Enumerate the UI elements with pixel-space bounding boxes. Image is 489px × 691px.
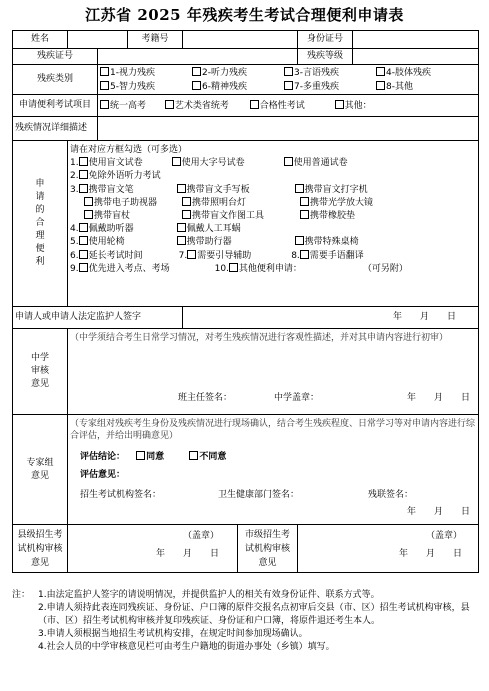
applicant-signature-date[interactable]: 年 月 日 — [183, 307, 479, 329]
checkbox-icon — [177, 236, 186, 245]
county-review-date: 年 月 日 — [155, 549, 219, 559]
school-review-desc: （中学须结合考生日常学习情况，对考生残疾情况进行客观性描述，并对其申请内容进行初审） — [70, 333, 449, 343]
checkbox-icon — [295, 236, 304, 245]
checkbox-icon — [189, 451, 198, 460]
note-item: 4.社会人员的中学审核意见栏可由考生户籍地的街道办事处（乡镇）填写。 — [38, 642, 335, 652]
option-braille-board[interactable]: 携带盲文手写板 — [177, 184, 295, 197]
category-option[interactable]: 8-其他 — [376, 81, 413, 93]
option-skip-listening[interactable]: 免除外语听力考试 — [79, 171, 161, 181]
category-option[interactable]: 5-智力残疾 — [100, 81, 192, 93]
category-option[interactable]: 4-肢体残疾 — [376, 67, 431, 79]
health-sign-label: 卫生健康部门签名： — [218, 490, 300, 500]
option-normal-paper[interactable]: 使用普通试卷 — [284, 158, 348, 168]
checkbox-icon — [100, 81, 109, 90]
disabled-federation-sign-label: 残联签名： — [368, 490, 414, 500]
checkbox-icon — [79, 250, 88, 259]
disability-detail-label: 残疾情况详细描述 — [13, 117, 98, 141]
category-option[interactable]: 1-视力残疾 — [100, 67, 192, 79]
county-review-label-text: 县级招生考试机构审核意见 — [17, 529, 63, 568]
county-review-label — [13, 525, 68, 573]
note-item: 2.申请人须持此表连同残疾证、身份证、户口簿的原件交报名点初审后交县（市、区）招生考试机构审核，县（市、区）招生考试机构审核并复印残疾证、身份证和户口簿，将原件退还考生本人。 — [38, 603, 470, 626]
option-sign-language[interactable]: 需要手语翻译 — [300, 251, 364, 261]
id-card-field[interactable] — [353, 31, 479, 49]
option-walker[interactable]: 携带助行器 — [177, 236, 295, 249]
checkbox-icon — [136, 451, 145, 460]
school-review-area[interactable] — [68, 329, 479, 415]
option-extended-time[interactable]: 延长考试时间 — [79, 250, 179, 263]
option-braille-typewriter[interactable]: 携带盲文打字机 — [295, 185, 368, 195]
checkbox-icon — [300, 210, 309, 219]
checkbox-icon — [182, 210, 191, 219]
checkbox-icon — [300, 197, 309, 206]
city-review-date: 年 月 日 — [398, 549, 462, 559]
teacher-sign-label: 班主任签名： — [178, 393, 233, 403]
checkbox-icon — [177, 184, 186, 193]
county-review-area[interactable] — [68, 525, 238, 573]
convenience-line-2: 2. 免除外语听力考试 — [70, 171, 161, 182]
option-hearing-aid[interactable]: 佩戴助听器 — [79, 223, 177, 236]
category-option[interactable]: 2-听力残疾 — [192, 67, 284, 79]
checkbox-icon — [229, 263, 238, 272]
convenience-line-9: 9. 优先进入考点、考场 10. 其他便利申请： （可另附） — [70, 263, 476, 276]
org-sign-label: 招生考试机构签名： — [80, 490, 162, 500]
category-option[interactable]: 6-精神残疾 — [192, 81, 284, 93]
convenience-line-1: 1. 使用盲文试卷 使用大字号试卷 使用普通试卷 — [70, 157, 476, 170]
expert-opinion-label-text: 专家组意见 — [26, 457, 54, 481]
expert-disagree-option[interactable]: 不同意 — [189, 452, 226, 462]
id-card-label: 身份证号 — [298, 31, 353, 49]
checkbox-icon — [295, 184, 304, 193]
checkbox-icon — [192, 67, 201, 76]
checkbox-icon — [100, 67, 109, 76]
checkbox-icon — [284, 157, 293, 166]
checkbox-icon — [84, 197, 93, 206]
note-item: 3.申请人须根据当地招生考试机构安排，在规定时间参加现场确认。 — [38, 629, 308, 639]
checkbox-icon — [79, 223, 88, 232]
convenience-options — [68, 141, 479, 307]
category-option[interactable]: 7-多重残疾 — [284, 81, 376, 93]
school-seal-label: 中学盖章： — [274, 393, 320, 403]
expert-opinion-label — [13, 415, 68, 525]
category-option[interactable]: 3-言语残疾 — [284, 67, 376, 79]
checkbox-icon — [284, 67, 293, 76]
exam-number-label: 考籍号 — [128, 31, 183, 49]
option-electronic-magnifier[interactable]: 携带电子助视器 — [84, 197, 182, 210]
project-option[interactable]: 艺术类省统考 — [165, 100, 247, 112]
checkbox-icon — [250, 100, 259, 109]
expert-opinion-text: 评估意见： — [80, 470, 126, 480]
checkbox-icon — [172, 157, 181, 166]
disability-detail-field[interactable] — [98, 117, 479, 141]
notes-prefix: 注： — [12, 590, 31, 600]
option-desk-lamp[interactable]: 携带照明台灯 — [182, 197, 300, 210]
checkbox-icon — [376, 81, 385, 90]
convenience-line-6: 4. 佩戴助听器 佩戴人工耳蜗 — [70, 223, 476, 236]
school-review-label-text: 中学审核意见 — [30, 353, 49, 389]
checkbox-icon — [79, 157, 88, 166]
option-white-cane[interactable]: 携带盲杖 — [84, 210, 182, 223]
city-seal-label: （盖章） — [425, 531, 462, 541]
county-seal-label: （盖章） — [182, 531, 219, 541]
expert-conclusion-row: 评估结论： 同意 不同意 — [80, 452, 227, 462]
option-other-request[interactable]: 其他便利申请： — [229, 263, 363, 276]
option-special-desk[interactable]: 携带特殊桌椅 — [295, 237, 359, 247]
convenience-line-5 — [70, 210, 476, 223]
convenience-label — [13, 141, 68, 307]
checkbox-icon — [192, 81, 201, 90]
option-wheelchair[interactable]: 使用轮椅 — [79, 236, 177, 249]
disability-category-label: 残疾类别 — [13, 65, 98, 95]
checkbox-icon — [79, 236, 88, 245]
city-review-label — [238, 525, 298, 573]
school-review-label — [13, 329, 68, 415]
exam-project-label: 申请便利考试项目 — [13, 95, 98, 117]
disability-grade-field[interactable] — [353, 49, 479, 65]
option-guide-assist[interactable]: 需要引导辅助 — [187, 250, 291, 263]
school-review-date: 年 月 日 — [406, 393, 470, 403]
project-option[interactable]: 合格性考试 — [250, 100, 332, 112]
option-priority-entry[interactable]: 优先进入考点、考场 — [79, 263, 215, 276]
expert-opinion-area[interactable] — [68, 415, 479, 525]
checkbox-icon — [165, 100, 174, 109]
option-optical-magnifier[interactable]: 携带光学放大镜 — [300, 198, 373, 208]
convenience-line-3: 3. 携带盲文笔 携带盲文手写板 携带盲文打字机 — [70, 184, 476, 197]
expert-agree-option[interactable]: 同意 — [136, 452, 164, 462]
checkbox-icon — [100, 100, 109, 109]
disability-category-options — [98, 65, 479, 95]
city-review-area[interactable] — [298, 525, 479, 573]
option-cochlear-implant[interactable]: 佩戴人工耳蜗 — [177, 224, 241, 234]
option-braille-pen[interactable]: 携带盲文笔 — [79, 184, 177, 197]
checkbox-icon — [84, 210, 93, 219]
exam-project-options — [98, 95, 479, 117]
checkbox-icon — [187, 250, 196, 259]
checkbox-icon — [335, 100, 344, 109]
checkbox-icon — [79, 263, 88, 272]
checkbox-icon — [177, 223, 186, 232]
name-field[interactable] — [68, 31, 128, 49]
applicant-signature-label: 申请人或申请人法定监护人签字 — [13, 307, 183, 329]
checkbox-icon — [182, 197, 191, 206]
convenience-line-8: 6. 延长考试时间 7. 需要引导辅助 8. 需要手语翻译 — [70, 250, 476, 263]
city-review-label-text: 市级招生考试机构审核意见 — [244, 529, 290, 568]
option-braille-drawing-tools[interactable]: 携带盲文作图工具 — [182, 210, 300, 223]
convenience-label-text: 申请的合理便利 — [35, 179, 45, 267]
expert-opinion-date: 年 月 日 — [406, 507, 470, 517]
disability-grade-label: 残疾等级 — [298, 49, 353, 65]
option-braille-paper[interactable]: 使用盲文试卷 — [79, 157, 172, 170]
expert-opinion-desc: （专家组对残疾考生身份及残疾情况进行现场确认，结合考生残疾程度、日常学习等对申请内容进行综合评估，并给出明确意见） — [70, 419, 476, 441]
name-label: 姓名 — [13, 31, 68, 49]
disability-cert-field[interactable] — [98, 49, 298, 65]
checkbox-icon — [284, 81, 293, 90]
checkbox-icon — [300, 250, 309, 259]
project-option-other[interactable]: 其他： — [335, 101, 372, 111]
attach-note: （可另附） — [362, 263, 408, 274]
disability-cert-label: 残疾证号 — [13, 49, 98, 65]
convenience-heading: 请在对应方框勾选（可多选） — [70, 145, 188, 155]
option-rubber-mat[interactable]: 携带橡胶垫 — [300, 211, 355, 221]
form-title: 江苏省 2025 年残疾考生考试合理便利申请表 — [85, 6, 404, 24]
option-large-print-paper[interactable]: 使用大字号试卷 — [172, 157, 284, 170]
project-option[interactable]: 统一高考 — [100, 100, 162, 112]
convenience-line-7: 5. 使用轮椅 携带助行器 携带特殊桌椅 — [70, 236, 476, 249]
checkbox-icon — [79, 170, 88, 179]
notes-section — [12, 589, 478, 654]
convenience-line-4 — [70, 197, 476, 210]
exam-number-field[interactable] — [183, 31, 298, 49]
application-form-table — [12, 30, 479, 573]
checkbox-icon — [79, 184, 88, 193]
note-item: 1.由法定监护人签字的请说明情况，并提供监护人的相关有效身份证件、联系方式等。 — [38, 590, 380, 600]
checkbox-icon — [376, 67, 385, 76]
